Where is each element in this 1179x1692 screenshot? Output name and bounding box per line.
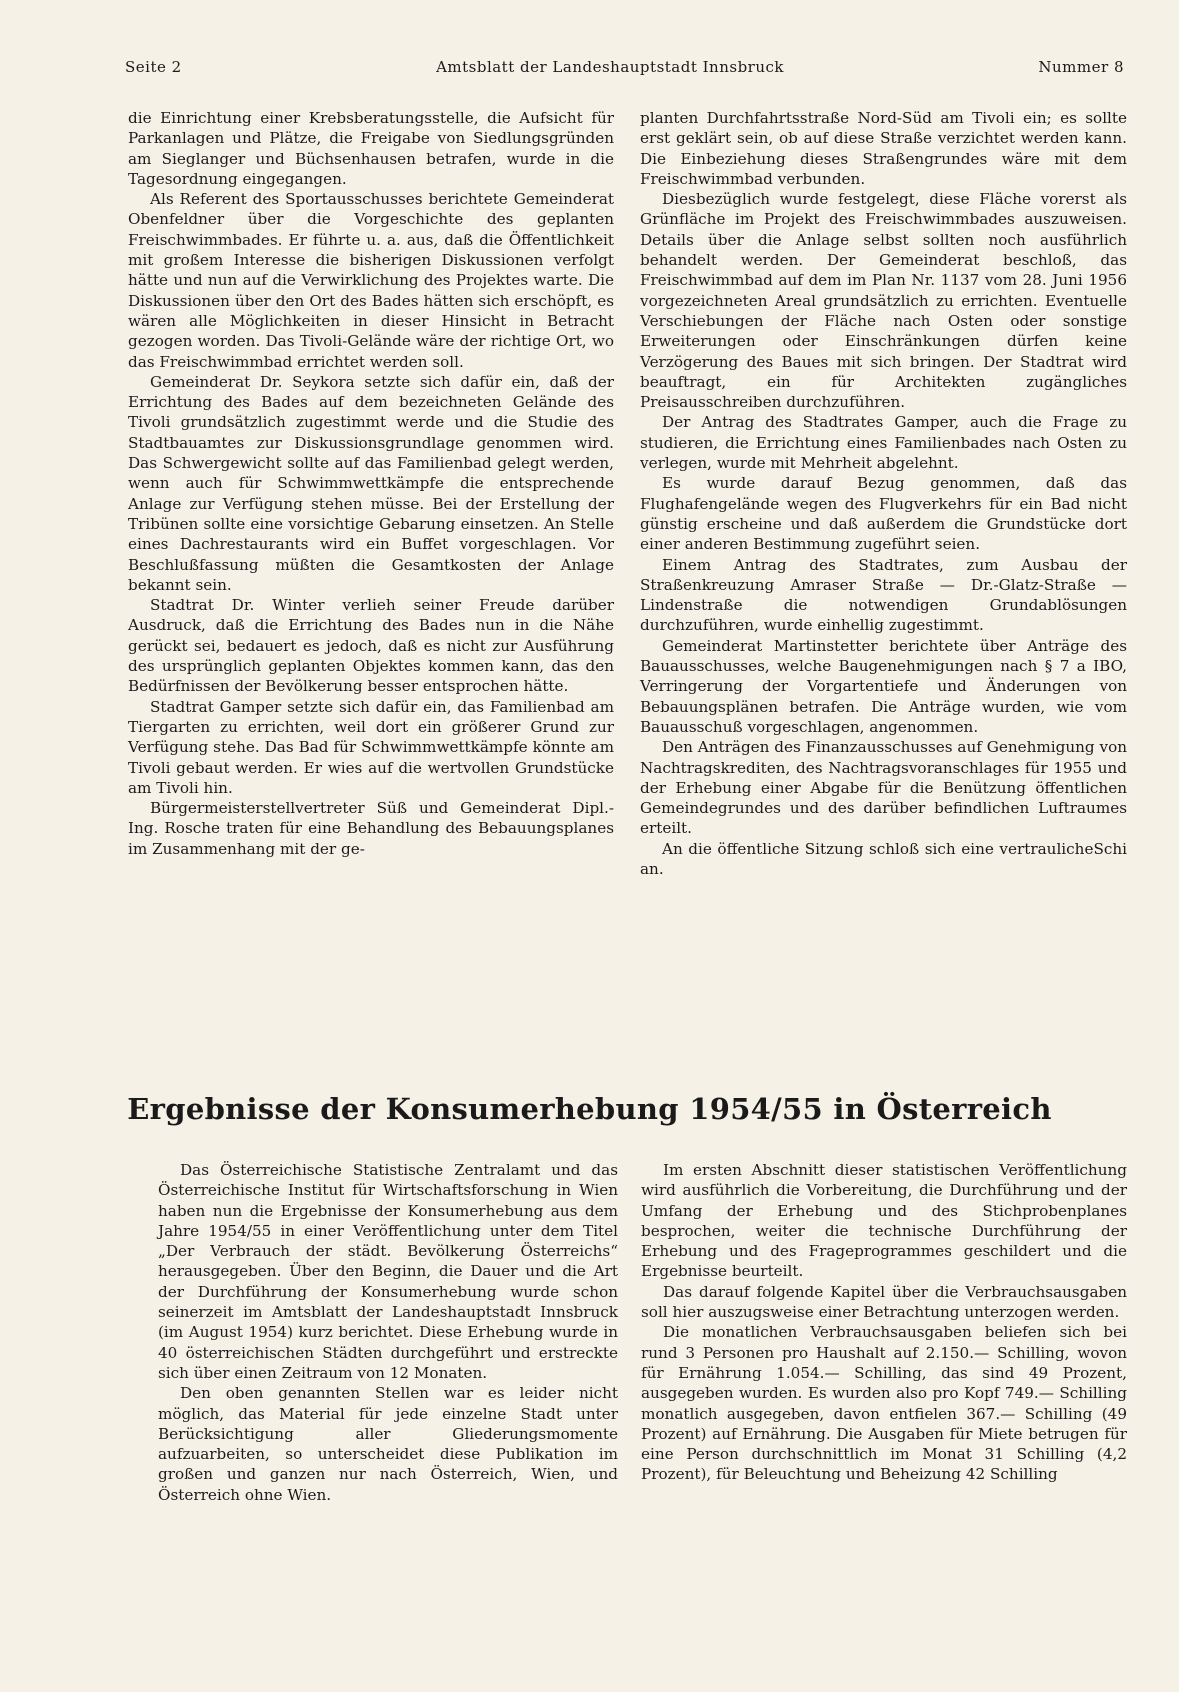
paragraph: An die öffentliche Sitzung schloß sich eine vertrauliche an. [640,839,1094,878]
paragraph: Diesbezüglich wurde festgelegt, diese Fläche vorerst als Grünfläche im Projekt des Freischwimmbades auszuweisen. Details über die Anlage selbst sollten noch ausführlich behandelt werden. Der Gemeinderat beschloß, das Freischwimmbad auf dem im Plan Nr. 1137 vom 28. Juni 1956 vorgezeichneten Areal grundsätzlich zu errichten. Eventuelle Verschiebungen der Fläche nach Osten oder sonstige Erweiterungen oder Einschränkungen dürfen keine Verzögerung des Baues mit sich bringen. Der Stadtrat wird beauftragt, ein für Architekten zugängliches Preisausschreiben durchzuführen. [640,190,1127,412]
paragraph: Die monatlichen Verbrauchsausgaben beliefen sich bei rund 3 Personen pro Haushalt auf 2.150.— Schilling, wovon für Ernährung 1.054.— Schilling, das sind 49 Prozent, ausgegeben wurden. Es wurden also pro Kopf 749.— Schilling monatlich ausgegeben, davon entfielen 367.— Schilling (49 Prozent) auf Ernährung. Die Ausgaben für Miete betrugen für eine Person durchschnittlich im Monat 31 Schilling (4,2 Prozent), für Beleuchtung und Beheizung 42 Schilling [641,1323,1127,1484]
paragraph: Bürgermeisterstellvertreter Süß und Gemeinderat Dipl.-Ing. Rosche traten für eine Behandlung des Bebauungsplanes im Zusammenhang mit der ge- [128,799,614,858]
paragraph: Das darauf folgende Kapitel über die Verbrauchsausgaben soll hier auszugsweise einer Betrachtung unterzogen werden. [641,1282,1127,1322]
paragraph: Es wurde darauf Bezug genommen, daß das Flughafengelände wegen des Flugverkehrs für ein Bad nicht günstig erscheine und daß außerdem die Grundstücke dort einer anderen Bestimmung zugeführt seien. [640,474,1127,554]
section1-column-right [640,108,1127,879]
section2-column-left [158,1160,618,1505]
article-heading: Ergebnisse der Konsumerhebung 1954/55 in Österreich [127,1092,1052,1126]
paragraph: Der Antrag des Stadtrates Gamper, auch die Frage zu studieren, die Errichtung eines Familienbades nach Osten zu verlegen, wurde mit Mehrheit abgelehnt. [640,413,1127,473]
page-header [125,58,1124,76]
issue-number: Nummer 8 [1038,58,1124,76]
page-number: Seite 2 [125,58,182,76]
paragraph: Den oben genannten Stellen war es leider nicht möglich, das Material für jede einzelne Stadt unter Berücksichtigung aller Gliederungsmomente aufzuarbeiten, so unterscheidet diese Publikation im großen und ganzen nur nach Österreich, Wien, und Österreich ohne Wien. [158,1384,618,1504]
paragraph: planten Durchfahrtsstraße Nord-Süd am Tivoli ein; es sollte erst geklärt sein, ob auf diese Straße verzichtet werden kann. Die Einbeziehung dieses Straßengrundes wäre mit dem Freischwimmbad verbunden. [640,109,1127,188]
paragraph: Stadtrat Dr. Winter verlieh seiner Freude darüber Ausdruck, daß die Errichtung des Bades nun in die Nähe gerückt sei, bedauert es jedoch, daß es nicht zur Ausführung des ursprünglich geplanten Objektes kommen kann, das den Bedürfnissen der Bevölkerung besser entsprochen hätte. [128,596,614,696]
paragraph: Stadtrat Gamper setzte sich dafür ein, das Familienbad am Tiergarten zu errichten, weil dort ein größerer Grund zur Verfügung stehe. Das Bad für Schwimmwettkämpfe könnte am Tivoli gebaut werden. Er wies auf die wertvollen Grundstücke am Tivoli hin. [128,697,614,797]
paragraph: Das Österreichische Statistische Zentralamt und das Österreichische Institut für Wirtschaftsforschung in Wien haben nun die Ergebnisse der Konsumerhebung aus dem Jahre 1954/55 in einer Veröffentlichung unter dem Titel „Der Verbrauch der städt. Bevölkerung Österreichs“ herausgegeben. Über den Beginn, die Dauer und die Art der Durchführung der Konsumerhebung wurde schon seinerzeit im Amtsblatt der Landeshauptstadt Innsbruck (im August 1954) kurz berichtet. Diese Erhebung wurde in 40 österreichischen Städten durchgeführt und erstreckte sich über einen Zeitraum von 12 Monaten. [158,1161,618,1382]
publication-title: Amtsblatt der Landeshauptstadt Innsbruck [436,58,784,76]
paragraph: Gemeinderat Dr. Seykora setzte sich dafür ein, daß der Errichtung des Bades auf dem bezeichneten Gelände des Tivoli grundsätzlich zugestimmt werde und die Studie des Stadtbauamtes zur Diskussionsgrundlage genommen wird. Das Schwergewicht sollte auf das Familienbad gelegt werden, wenn auch für Schwimmwettkämpfe die entsprechende Anlage zur Verfügung stehen müsse. Bei der Erstellung der Tribünen sollte eine vorsichtige Gebarung einsetzen. An Stelle eines Dachrestaurants wird ein Buffet vorgeschlagen. Vor Beschlußfassung müßten die Gesamtkosten der Anlage bekannt sein. [128,372,614,594]
section1-column-left [128,108,614,859]
paragraph: die Einrichtung einer Krebsberatungsstelle, die Aufsicht für Parkanlagen und Plätze, die Freigabe von Siedlungsgründen am Sieglanger und Büchsenhausen betrafen, wurde in die Tagesordnung eingegangen. [128,109,614,188]
author-signature: Schi [1093,839,1127,858]
paragraph: Im ersten Abschnitt dieser statistischen Veröffentlichung wird ausführlich die Vorbereitung, die Durchführung und der Umfang der Erhebung und des Stichprobenplanes besprochen, weiter die technische Durchführung der Erhebung und des Frageprogrammes geschildert und die Ergebnisse beurteilt. [641,1161,1127,1281]
paragraph: Den Anträgen des Finanzausschusses auf Genehmigung von Nachtragskrediten, des Nachtragsvoranschlages für 1955 und der Erhebung einer Abgabe für die Benützung öffentlichen Gemeindegrundes und des darüber befindlichen Luftraumes erteilt. [640,738,1127,838]
section2-column-right [641,1160,1127,1485]
closing-line [640,839,1127,880]
paragraph: Als Referent des Sportausschusses berichtete Gemeinderat Obenfeldner über die Vorgeschichte des geplanten Freischwimmbades. Er führte u. a. aus, daß die Öffentlichkeit mit großem Interesse die bisherigen Diskussionen verfolgt hätte und nun auf die Verwirklichung des Projektes warte. Die Diskussionen über den Ort des Bades hätten sich erschöpft, es wären alle Möglichkeiten in dieser Hinsicht in Betracht gezogen worden. Das Tivoli-Gelände wäre der richtige Ort, wo das Freischwimmbad errichtet werden soll. [128,190,614,371]
paragraph: Gemeinderat Martinstetter berichtete über Anträge des Bauausschusses, welche Baugenehmigungen nach § 7 a IBO, Verringerung der Vorgartentiefe und Änderungen von Bebauungsplänen betrafen. Die Anträge wurden, wie vom Bauausschuß vorgeschlagen, angenommen. [640,636,1127,736]
paragraph: Einem Antrag des Stadtrates, zum Ausbau der Straßenkreuzung Amraser Straße — Dr.-Glatz-Straße — Lindenstraße die notwendigen Grundablösungen durchzuführen, wurde einhellig zugestimmt. [640,555,1127,635]
